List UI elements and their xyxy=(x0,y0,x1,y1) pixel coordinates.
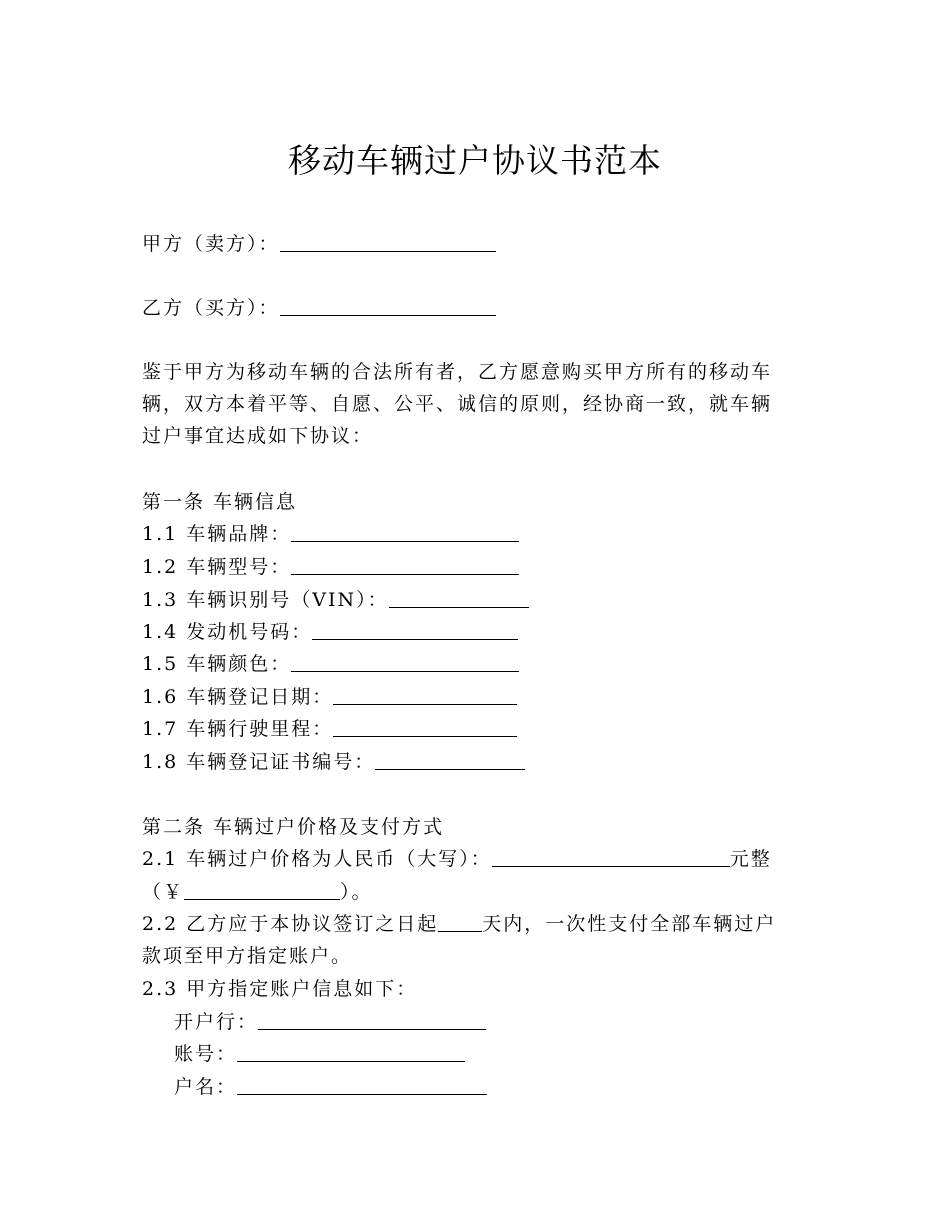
item-label: 1.8 车辆登记证书编号： xyxy=(142,751,376,773)
item-label: 1.4 发动机号码： xyxy=(142,621,313,643)
item-label: 1.5 车辆颜色： xyxy=(142,653,292,675)
item-label: 1.6 车辆登记日期： xyxy=(142,686,334,708)
item1-prefix: 2.1 车辆过户价格为人民币（大写）： xyxy=(142,848,492,870)
party-b-blank xyxy=(280,297,496,316)
account-blank xyxy=(237,1043,465,1062)
preamble-line-1: 鉴于甲方为移动车辆的合法所有者，乙方愿意购买甲方所有的移动车 xyxy=(142,361,773,383)
article1-item xyxy=(142,588,529,612)
item2-suffix: 天内，一次性支付全部车辆过户 xyxy=(482,913,777,935)
article2-item1-line2 xyxy=(142,880,373,904)
bank-label: 开户行： xyxy=(174,1011,259,1033)
days-blank xyxy=(438,913,482,932)
article1-item xyxy=(142,685,517,709)
bank-line xyxy=(174,1010,486,1034)
item-blank xyxy=(312,621,518,640)
party-a-label: 甲方（卖方）： xyxy=(142,233,280,255)
item-label: 1.3 车辆识别号（VIN）： xyxy=(142,589,389,611)
item-blank xyxy=(291,523,519,542)
account-line xyxy=(174,1042,465,1066)
article1-item xyxy=(142,522,519,546)
item-blank xyxy=(333,686,517,705)
article2-item2-line2: 款项至甲方指定账户。 xyxy=(142,945,353,967)
item1-suffix: 元整 xyxy=(729,848,772,870)
item-blank xyxy=(333,718,517,737)
document-title: 移动车辆过户协议书范本 xyxy=(288,141,662,180)
item2-prefix: 2.2 乙方应于本协议签订之日起 xyxy=(142,913,439,935)
article1-item xyxy=(142,555,519,579)
account-name-label: 户名： xyxy=(174,1076,238,1098)
article2-item3: 2.3 甲方指定账户信息如下： xyxy=(142,978,418,1000)
item1-line2-suffix: ）。 xyxy=(340,881,373,903)
article1-heading: 第一条 车辆信息 xyxy=(142,491,298,513)
item-label: 1.1 车辆品牌： xyxy=(142,523,292,545)
item-blank xyxy=(375,751,525,770)
article2-heading: 第二条 车辆过户价格及支付方式 xyxy=(142,816,445,838)
account-label: 账号： xyxy=(174,1043,238,1065)
price-number-blank xyxy=(184,881,340,900)
article1-item xyxy=(142,750,525,774)
party-a-blank xyxy=(280,233,496,252)
item-blank xyxy=(389,589,529,608)
bank-blank xyxy=(258,1011,486,1030)
item-label: 1.7 车辆行驶里程： xyxy=(142,718,334,740)
account-name-blank xyxy=(237,1076,487,1095)
price-words-blank xyxy=(492,848,730,867)
article2-item2 xyxy=(142,912,776,936)
item-blank xyxy=(291,556,519,575)
preamble-line-3: 过户事宜达成如下协议： xyxy=(142,425,374,447)
party-b-label: 乙方（买方）： xyxy=(142,297,280,319)
party-b-line xyxy=(142,296,496,320)
article2-item1 xyxy=(142,847,772,871)
article1-item xyxy=(142,620,518,644)
account-name-line xyxy=(174,1075,487,1099)
item-blank xyxy=(291,653,519,672)
article1-item xyxy=(142,652,519,676)
party-a-line xyxy=(142,232,496,256)
preamble-line-2: 辆，双方本着平等、自愿、公平、诚信的原则，经协商一致，就车辆 xyxy=(142,393,773,415)
item1-line2-prefix: （￥ xyxy=(142,881,185,903)
article1-item xyxy=(142,717,517,741)
item-label: 1.2 车辆型号： xyxy=(142,556,292,578)
